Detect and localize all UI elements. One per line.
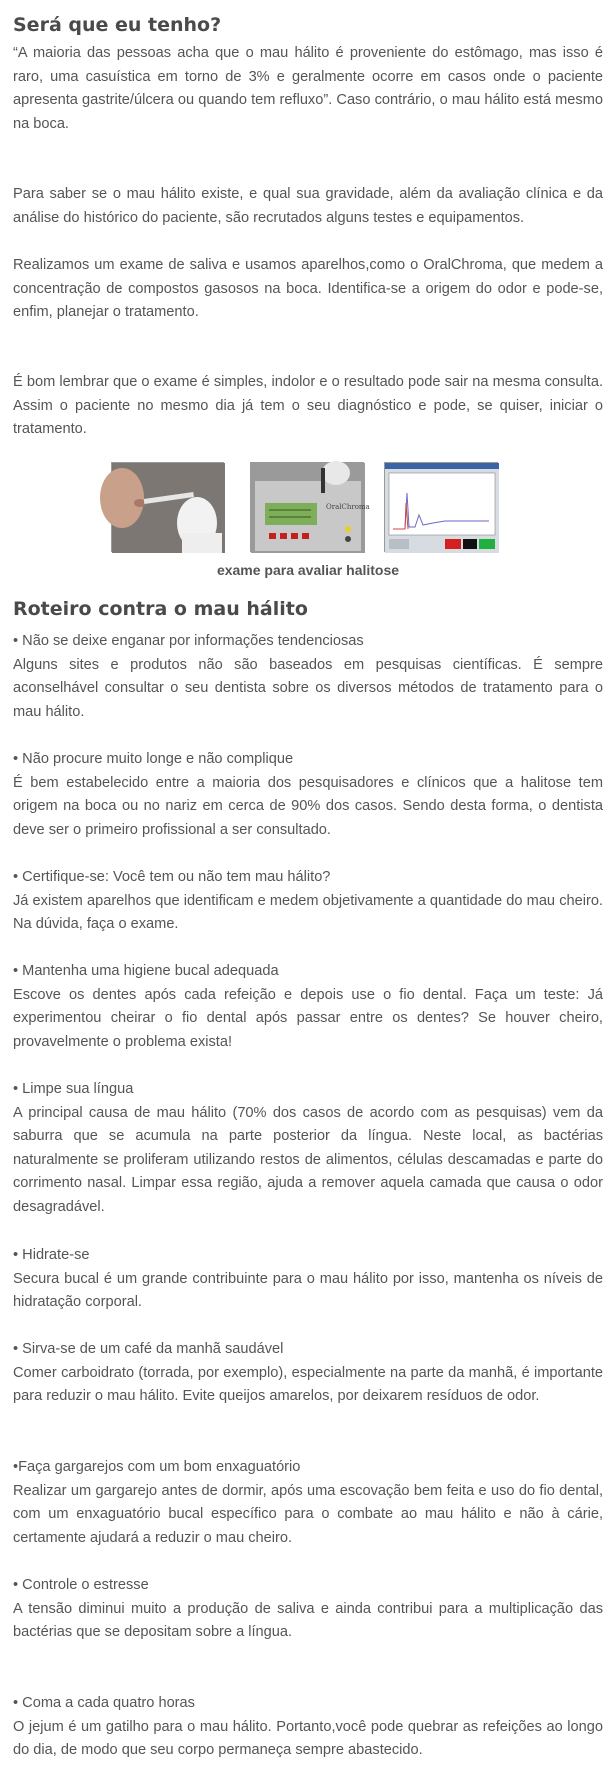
list-item [13, 1244, 603, 1315]
tip-text: A tensão diminui muito a produção de saliva e ainda contribui para a multiplicação das bactérias que se depositam sobre a língua. [13, 1600, 603, 1640]
tip-heading: • Coma a cada quatro horas [13, 1695, 195, 1711]
paragraph-estomago: “A maioria das pessoas acha que o mau hálito é proveniente do estômago, mas isso é raro, uma casuística em torno de 3% e geralmente ocorre em casos onde o paciente apresenta gastrite/úlcera ou quando tem refluxo”. Caso contrário, o mau hálito está mesmo na boca. [13, 45, 603, 132]
tip-heading: • Não procure muito longe e não complique [13, 751, 294, 767]
list-item [13, 1692, 603, 1763]
list-item [13, 866, 603, 937]
list-item [13, 960, 603, 1054]
exam-photos [0, 462, 616, 554]
tip-heading: • Não se deixe enganar por informações tendenciosas [13, 633, 364, 649]
tip-text: Escove os dentes após cada refeição e depois use o fio dental. Faça um teste: Já experimentou cheirar o fio dental após passar entre os dentes? Se houver cheiro, provavelmente o problema exista! [13, 986, 603, 1050]
list-item [13, 630, 603, 724]
tip-heading: • Mantenha uma higiene bucal adequada [13, 963, 279, 979]
tip-heading: •Faça gargarejos com um bom enxaguatório [13, 1459, 301, 1475]
section-title-roteiro: Roteiro contra o mau hálito [13, 598, 308, 620]
list-item [13, 1574, 603, 1645]
list-item [13, 1078, 603, 1219]
section-title-tenho: Será que eu tenho? [13, 14, 222, 36]
list-item [13, 1338, 603, 1409]
tip-heading: • Controle o estresse [13, 1577, 149, 1593]
saliva-collection-photo [111, 462, 224, 552]
tip-heading: • Sirva-se de um café da manhã saudável [13, 1341, 284, 1357]
tip-text: Realizar um gargarejo antes de dormir, após uma escovação bem feita e uso do fio dental, com um enxaguatório bucal específico para o combate ao mau hálito e não à cárie, certamente ajudará a reduzir o mau cheiro. [13, 1482, 603, 1546]
oralchroma-device-photo [250, 462, 370, 552]
tip-text: Secura bucal é um grande contribuinte para o mau hálito por isso, mantenha os níveis de hidratação corporal. [13, 1270, 603, 1310]
device-brand-label: OralChroma [326, 503, 370, 511]
tip-text: O jejum é um gatilho para o mau hálito. Portanto,você pode quebrar as refeições ao longo do dia, de modo que seu corpo permaneça sempre abastecido. [13, 1718, 603, 1758]
tip-heading: • Certifique-se: Você tem ou não tem mau hálito? [13, 869, 331, 885]
paragraph-oralchroma: Realizamos um exame de saliva e usamos aparelhos,como o OralChroma, que medem a concentração de compostos gasosos na boca. Identifica-se a origem do odor e pode-se, enfim, planejar o tratamento. [13, 257, 603, 320]
tip-text: Alguns sites e produtos não são baseados em pesquisas científicas. É sempre aconselhável consultar o seu dentista sobre os diversos métodos de tratamento para o mau hálito. [13, 656, 603, 720]
list-item [13, 1456, 603, 1550]
paragraph-exame-simples: É bom lembrar que o exame é simples, indolor e o resultado pode sair na mesma consulta. Assim o paciente no mesmo dia já tem o seu diagnóstico e pode, se quiser, iniciar o tratamento. [13, 374, 603, 437]
figure-caption: exame para avaliar halitose [216, 562, 400, 578]
tip-text: É bem estabelecido entre a maioria dos pesquisadores e clínicos que a halitose tem origem na boca ou no nariz em cerca de 90% dos casos. Sendo desta forma, o dentista deve ser o primeiro profissional a ser consultado. [13, 774, 603, 838]
tip-heading: • Hidrate-se [13, 1247, 90, 1263]
tip-text: Comer carboidrato (torrada, por exemplo), especialmente na parte da manhã, é importante para reduzir o mau hálito. Evite queijos amarelos, por deixarem resíduos de odor. [13, 1364, 603, 1404]
list-item [13, 748, 603, 842]
tip-text: Já existem aparelhos que identificam e medem objetivamente a quantidade do mau cheiro. Na dúvida, faça o exame. [13, 892, 603, 932]
tip-text: A principal causa de mau hálito (70% dos casos de acordo com as pesquisas) vem da saburra que se acumula na parte posterior da língua. Neste local, as bactérias naturalmente se proliferam utilizando restos de alimentos, células descamadas e parte do corrimento nasal. Limpar essa região, ajuda a remover aquela camada que causa o odor desagradável. [13, 1104, 603, 1215]
chromatogram-screenshot [384, 462, 498, 552]
tip-heading: • Limpe sua língua [13, 1081, 134, 1097]
paragraph-testes: Para saber se o mau hálito existe, e qual sua gravidade, além da avaliação clínica e da análise do histórico do paciente, são recrutados alguns testes e equipamentos. [13, 186, 603, 226]
